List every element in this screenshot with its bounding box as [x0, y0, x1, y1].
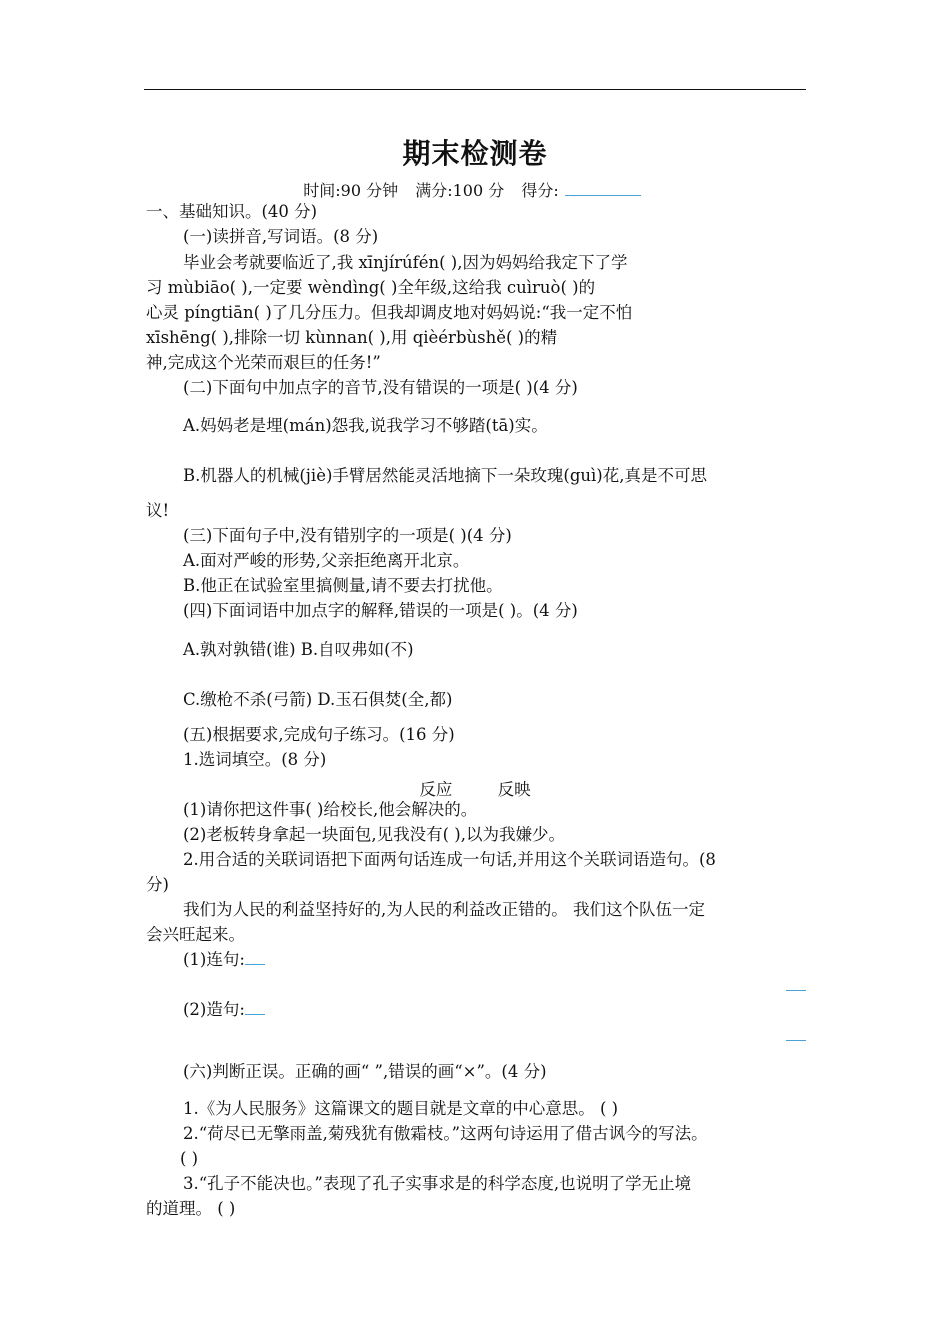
- part-2-option-b-cont: 议!: [146, 501, 170, 520]
- part-5-q2-make: (2)造句:: [183, 1002, 265, 1019]
- part-4-options-cd: C.缴枪不杀(弓箭) D.玉石俱焚(全,都): [183, 690, 453, 709]
- part-6-q2: 2.“荷尽已无擎雨盖,菊残犹有傲霜枝。”这两句诗运用了借古讽今的写法。: [183, 1124, 708, 1143]
- make-answer-blank[interactable]: [245, 1002, 265, 1015]
- pinyin-para-line-5: 神,完成这个光荣而艰巨的任务!”: [146, 353, 381, 372]
- pinyin-para-line-4: xīshēng( ),排除一切 kùnnan( ),用 qièérbùshě( )的精: [146, 328, 558, 347]
- part-4-heading: (四)下面词语中加点字的解释,错误的一项是( )。(4 分): [183, 601, 578, 620]
- page-title: 期末检测卷: [402, 137, 548, 170]
- part-1-heading: (一)读拼音,写词语。(8 分): [183, 227, 379, 246]
- part-5-q2-sentences-cont: 会兴旺起来。: [146, 925, 245, 944]
- part-6-q3: 3.“孔子不能决也。”表现了孔子实事求是的科学态度,也说明了学无止境: [183, 1174, 692, 1193]
- part-5-heading: (五)根据要求,完成句子练习。(16 分): [183, 725, 455, 744]
- make-answer-blank-end[interactable]: [786, 1028, 806, 1045]
- pinyin-para-line-1: 毕业会考就要临近了,我 xīnjírúfén( ),因为妈妈给我定下了学: [183, 253, 628, 272]
- part-5-q2-heading: 2.用合适的关联词语把下面两句话连成一句话,并用这个关联词语造句。(8: [183, 850, 716, 869]
- part-3-option-a: A.面对严峻的形势,父亲拒绝离开北京。: [183, 551, 470, 570]
- part-5-q1-b: (2)老板转身拿起一块面包,见我没有( ),以为我嫌少。: [183, 825, 565, 844]
- part-5-q2-join: (1)连句:: [183, 952, 265, 969]
- part-4-options-ab: A.孰对孰错(谁) B.自叹弗如(不): [183, 640, 414, 659]
- part-6-q3-cont: 的道理。 ( ): [146, 1199, 236, 1218]
- score-blank[interactable]: [565, 181, 641, 196]
- part-5-q1-heading: 1.选词填空。(8 分): [183, 750, 327, 769]
- part-3-option-b: B.他正在试验室里搞侧量,请不要去打扰他。: [183, 576, 503, 595]
- part-6-q2-paren: ( ): [180, 1149, 199, 1168]
- got-label: 得分:: [521, 181, 646, 200]
- part-6-heading: (六)判断正误。正确的画“ ”,错误的画“×”。(4 分): [183, 1062, 547, 1081]
- part-2-option-b: B.机器人的机械(jiè)手臂居然能灵活地摘下一朵玫瑰(guì)花,真是不可思: [183, 466, 707, 485]
- part-5-q1-a: (1)请你把这件事( )给校长,他会解决的。: [183, 800, 478, 819]
- top-rule: [144, 89, 806, 90]
- exam-meta: [0, 178, 950, 201]
- part-2-option-a: A.妈妈老是埋(mán)怨我,说我学习不够踏(tā)实。: [183, 416, 548, 435]
- word-choices: [0, 776, 950, 800]
- part-6-q1: 1.《为人民服务》这篇课文的题目就是文章的中心意思。 ( ): [183, 1099, 619, 1118]
- part-5-q2-heading-cont: 分): [146, 875, 169, 894]
- score-label: 满分:100 分: [415, 181, 505, 200]
- part-5-q2-sentences: 我们为人民的利益坚持好的,为人民的利益改正错的。 我们这个队伍一定: [183, 900, 705, 919]
- join-answer-blank[interactable]: [245, 952, 265, 965]
- join-answer-blank-end[interactable]: [786, 978, 806, 995]
- word-choice-1: 反应: [419, 780, 453, 799]
- word-choice-2: 反映: [497, 780, 531, 799]
- pinyin-para-line-3: 心灵 píngtiān( )了几分压力。但我却调皮地对妈妈说:“我一定不怕: [146, 303, 633, 322]
- time-label: 时间:90 分钟: [303, 181, 399, 200]
- part-2-heading: (二)下面句中加点字的音节,没有错误的一项是( )(4 分): [183, 378, 578, 397]
- part-3-heading: (三)下面句子中,没有错别字的一项是( )(4 分): [183, 526, 512, 545]
- pinyin-para-line-2: 习 mùbiāo( ),一定要 wèndìng( )全年级,这给我 cuìruò( )的: [146, 278, 596, 297]
- section-1-heading: 一、基础知识。(40 分): [146, 202, 318, 221]
